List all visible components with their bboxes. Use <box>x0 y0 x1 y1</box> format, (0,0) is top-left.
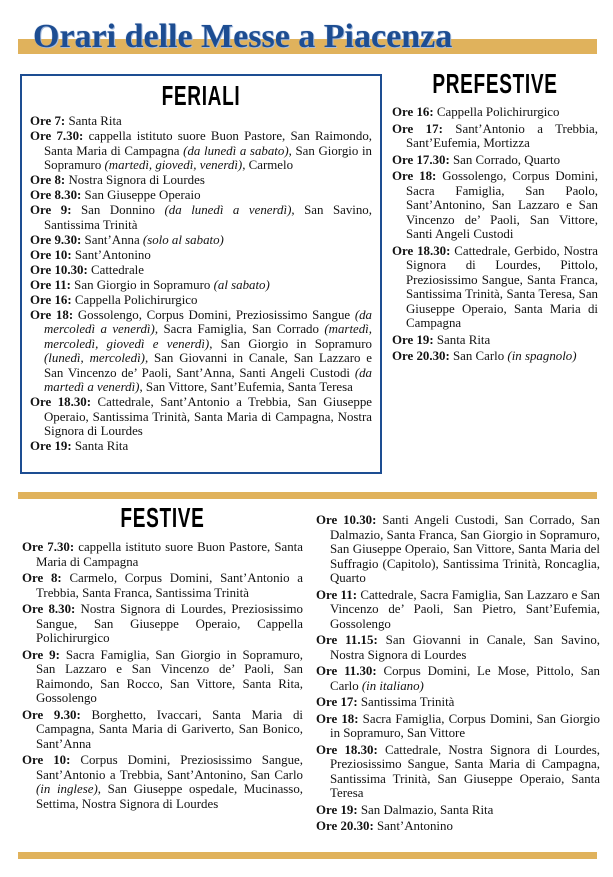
mass-entry <box>30 248 372 263</box>
mass-church-list: Cattedrale, Nostra Signora di Lourdes, Preziosissimo Sangue, Santa Maria di Campagna, Santissima Trinità, San Giuseppe Operaio, Santa Teresa <box>330 742 600 800</box>
mass-church-list: San Donnino <box>81 203 165 217</box>
mass-time-label: Ore 16: <box>392 105 434 119</box>
mass-time-label: Ore 7.30: <box>22 540 75 554</box>
mass-church-list: Corpus Domini, Preziosissimo Sangue, Sant’Antonio a Trebbia, Sant’Antonino, San Carlo <box>36 753 303 782</box>
mass-entry <box>392 244 598 331</box>
mass-church-list: San Dalmazio, Santa Rita <box>360 802 494 817</box>
mass-note: (solo al sabato) <box>142 232 224 247</box>
mass-entry <box>30 188 372 203</box>
mass-church-list: Borghetto, Ivaccari, Santa Maria di Campagna, Santa Maria di Gariverto, San Bonico, Sant’Anna <box>36 707 303 751</box>
mass-time-label: Ore 11: <box>316 587 358 602</box>
feriali-heading: FERIALI <box>161 80 241 111</box>
mass-church-list: Santa Rita <box>74 439 129 453</box>
mass-note: (in spagnolo) <box>507 349 577 363</box>
mass-entry <box>30 173 372 188</box>
mass-entry <box>22 708 303 752</box>
mass-entry <box>22 648 303 706</box>
mass-time-label: Ore 10: <box>30 247 72 262</box>
mass-church-list: Carmelo, Corpus Domini, Sant’Antonio a Trebbia, Santa Franca, Santissima Trinità <box>36 571 303 600</box>
mass-church-list: , Sacra Famiglia, San Corrado <box>154 322 325 336</box>
mass-church-list: , Carmelo <box>242 158 294 172</box>
mass-time-label: Ore 9: <box>30 203 72 217</box>
mass-entry <box>392 153 598 168</box>
mass-entry <box>30 263 372 278</box>
mass-time-label: Ore 17: <box>316 695 358 709</box>
mass-time-label: Ore 7.30: <box>30 129 84 143</box>
mass-entry <box>30 129 372 173</box>
feriali-entries <box>30 114 372 454</box>
festive-section-right <box>316 509 600 836</box>
festive-entries-left <box>22 540 303 811</box>
mass-church-list: San Giorgio in Sopramuro <box>74 277 214 292</box>
mass-note: (lunedì, mercoledì) <box>44 351 145 365</box>
mass-time-label: Ore 8.30: <box>30 188 82 202</box>
mass-church-list: , San Savino, Santissima Trinità <box>44 203 372 232</box>
mass-entry <box>30 395 372 439</box>
mass-church-list: San Carlo <box>453 349 508 363</box>
mass-church-list: Sant’Anna <box>84 232 143 247</box>
mass-entry <box>316 664 600 693</box>
mass-church-list: Sacra Famiglia, San Giorgio in Sopramuro, San Lazzaro e San Vincenzo de’ Paoli, San Raimondo, San Rocco, San Vittore, Santa Rita, Gossolengo <box>36 647 303 705</box>
mass-church-list: , San Giuseppe ospedale, Mucinasso, Settima, Nostra Signora di Lourdes <box>36 782 303 811</box>
mass-time-label: Ore 10: <box>22 753 71 767</box>
mass-note: (al sabato) <box>213 277 270 292</box>
festive-heading: FESTIVE <box>120 502 205 533</box>
gold-rule-bottom <box>18 852 597 859</box>
mass-entry <box>30 233 372 248</box>
mass-time-label: Ore 20.30: <box>392 349 450 363</box>
mass-time-label: Ore 10.30: <box>316 513 377 527</box>
mass-church-list: cappella istituto suore Buon Pastore, Santa Maria di Campagna <box>36 540 303 569</box>
mass-entry <box>22 571 303 600</box>
mass-time-label: Ore 19: <box>316 802 358 817</box>
mass-entry <box>392 349 598 364</box>
mass-church-list: San Giovanni in Canale, San Savino, Nostra Signora di Lourdes <box>330 633 600 662</box>
festive-entries-right <box>316 513 600 834</box>
prefestive-heading: PREFESTIVE <box>432 68 558 99</box>
feriali-section-box <box>20 74 382 474</box>
mass-time-label: Ore 8: <box>22 571 62 585</box>
mass-time-label: Ore 11.30: <box>316 664 377 678</box>
mass-church-list: , San Giorgio in Sopramuro <box>209 336 372 351</box>
mass-church-list: Cattedrale, Sant’Antonio a Trebbia, San Giuseppe Operaio, Santissima Trinità, Santa Maria di Campagna, Nostra Signora di Lourdes <box>44 395 372 438</box>
mass-note: (in inglese) <box>36 782 98 796</box>
mass-time-label: Ore 18: <box>30 307 74 322</box>
mass-note: (da mercoledì a venerdì) <box>44 307 372 336</box>
mass-entry <box>30 278 372 293</box>
mass-entry <box>30 114 372 129</box>
mass-entry <box>22 540 303 569</box>
page-title: Orari delle Messe a Piacenza <box>33 18 453 55</box>
mass-church-list: Santa Rita <box>436 332 491 347</box>
mass-time-label: Ore 18.30: <box>30 395 92 409</box>
mass-entry <box>316 743 600 801</box>
mass-church-list: Cappella Polichirurgico <box>436 105 560 119</box>
mass-time-label: Ore 19: <box>392 332 434 347</box>
mass-time-label: Ore 18: <box>392 169 437 183</box>
mass-church-list: Gossolengo, Corpus Domini, Sacra Famiglia, San Paolo, Sant’Antonino, San Lazzaro e San Vincenzo de’ Paoli, San Vittore, Santi Angeli Custodi <box>406 169 598 241</box>
mass-church-list: , San Vittore, Sant’Eufemia, Santa Teresa <box>139 380 353 394</box>
mass-time-label: Ore 8.30: <box>22 602 76 616</box>
mass-entry <box>316 695 600 710</box>
mass-time-label: Ore 8: <box>30 173 66 187</box>
mass-church-list: , San Giorgio in Sopramuro <box>44 143 372 172</box>
mass-entry <box>30 293 372 308</box>
prefestive-entries <box>392 105 598 364</box>
mass-time-label: Ore 17: <box>392 121 443 136</box>
festive-section-left <box>22 504 303 813</box>
mass-church-list: Cappella Polichirurgico <box>74 292 198 307</box>
mass-church-list: Cattedrale, Sacra Famiglia, San Lazzaro e San Vincenzo de’ Paoli, San Pietro, Sant’Eufemia, Gossolengo <box>330 587 601 631</box>
mass-time-label: Ore 10.30: <box>30 262 88 277</box>
mass-entry <box>30 439 372 454</box>
mass-time-label: Ore 11.15: <box>316 633 378 647</box>
mass-time-label: Ore 11: <box>30 277 71 292</box>
mass-church-list: Sacra Famiglia, Corpus Domini, San Giorgio in Sopramuro, San Vittore <box>330 711 600 740</box>
mass-church-list: cappella istituto suore Buon Pastore, San Raimondo, Santa Maria di Campagna <box>44 129 372 158</box>
mass-church-list: Santa Rita <box>68 114 122 128</box>
mass-church-list: Cattedrale <box>91 262 144 277</box>
mass-time-label: Ore 20.30: <box>316 819 374 833</box>
mass-church-list: Cattedrale, Gerbido, Nostra Signora di Lourdes, Pittolo, Preziosissimo Sangue, Santa Franca, Santissima Trinità, Santa Teresa, San Giuseppe Operaio, Santa Maria di Campagna <box>406 243 598 330</box>
mass-entry <box>392 333 598 348</box>
mass-church-list: Santissima Trinità <box>360 695 455 709</box>
mass-note: (martedì, mercoledì, giovedì e venerdì) <box>44 322 372 351</box>
mass-time-label: Ore 18: <box>316 711 359 726</box>
mass-church-list: , San Giovanni in Canale, San Lazzaro e San Vincenzo de’ Paoli, Sant’Anna, Santi Angeli Custodi <box>44 351 373 380</box>
gold-rule-middle <box>18 492 597 499</box>
mass-church-list: Nostra Signora di Lourdes, Preziosissimo Sangue, San Giuseppe Operaio, Cappella Polichirurgico <box>36 602 304 645</box>
mass-entry <box>316 513 600 586</box>
mass-church-list: Gossolengo, Corpus Domini, Preziosissimo Sangue <box>77 307 355 322</box>
mass-time-label: Ore 9.30: <box>30 232 82 247</box>
mass-entry <box>316 633 600 662</box>
mass-entry <box>316 588 600 632</box>
mass-church-list: Sant’Antonino <box>377 819 453 833</box>
mass-time-label: Ore 17.30: <box>392 152 450 167</box>
mass-note: (da martedì a venerdì) <box>44 365 372 394</box>
mass-church-list: Sant’Antonino <box>74 247 151 262</box>
mass-entry <box>316 712 600 741</box>
mass-entry <box>392 169 598 242</box>
mass-time-label: Ore 19: <box>30 439 72 453</box>
mass-entry <box>30 203 372 232</box>
mass-entry <box>22 602 303 646</box>
mass-time-label: Ore 9: <box>22 647 60 662</box>
mass-church-list: Corpus Domini, Le Mose, Pittolo, San Carlo <box>330 664 600 693</box>
mass-entry <box>316 819 600 834</box>
mass-church-list: San Corrado, Quarto <box>453 152 561 167</box>
mass-entry <box>30 308 372 395</box>
mass-entry <box>316 803 600 818</box>
mass-church-list: San Giuseppe Operaio <box>84 188 201 202</box>
mass-church-list: Sant’Antonio a Trebbia, Sant’Eufemia, Mortizza <box>406 121 598 150</box>
mass-note: (in italiano) <box>361 678 424 693</box>
mass-entry <box>22 753 303 811</box>
mass-note: (da lunedì a sabato) <box>183 143 289 158</box>
mass-time-label: Ore 18.30: <box>316 742 378 757</box>
prefestive-section <box>392 70 598 366</box>
mass-note: (martedì, giovedì, venerdì) <box>104 158 243 172</box>
mass-entry <box>392 122 598 151</box>
mass-church-list: Nostra Signora di Lourdes <box>68 173 205 187</box>
mass-time-label: Ore 9.30: <box>22 707 81 722</box>
mass-note: (da lunedì a venerdì) <box>164 203 292 217</box>
mass-entry <box>392 105 598 120</box>
mass-time-label: Ore 16: <box>30 292 72 307</box>
mass-church-list: Santi Angeli Custodi, San Corrado, San Dalmazio, Santa Franca, San Giorgio in Sopramuro, San Giuseppe Operaio, San Vittore, Santa Maria del Suffragio (Capitolo), Santissima Trinità, Roncaglia, Quarto <box>330 513 600 585</box>
mass-time-label: Ore 7: <box>30 114 66 128</box>
mass-time-label: Ore 18.30: <box>392 243 451 258</box>
